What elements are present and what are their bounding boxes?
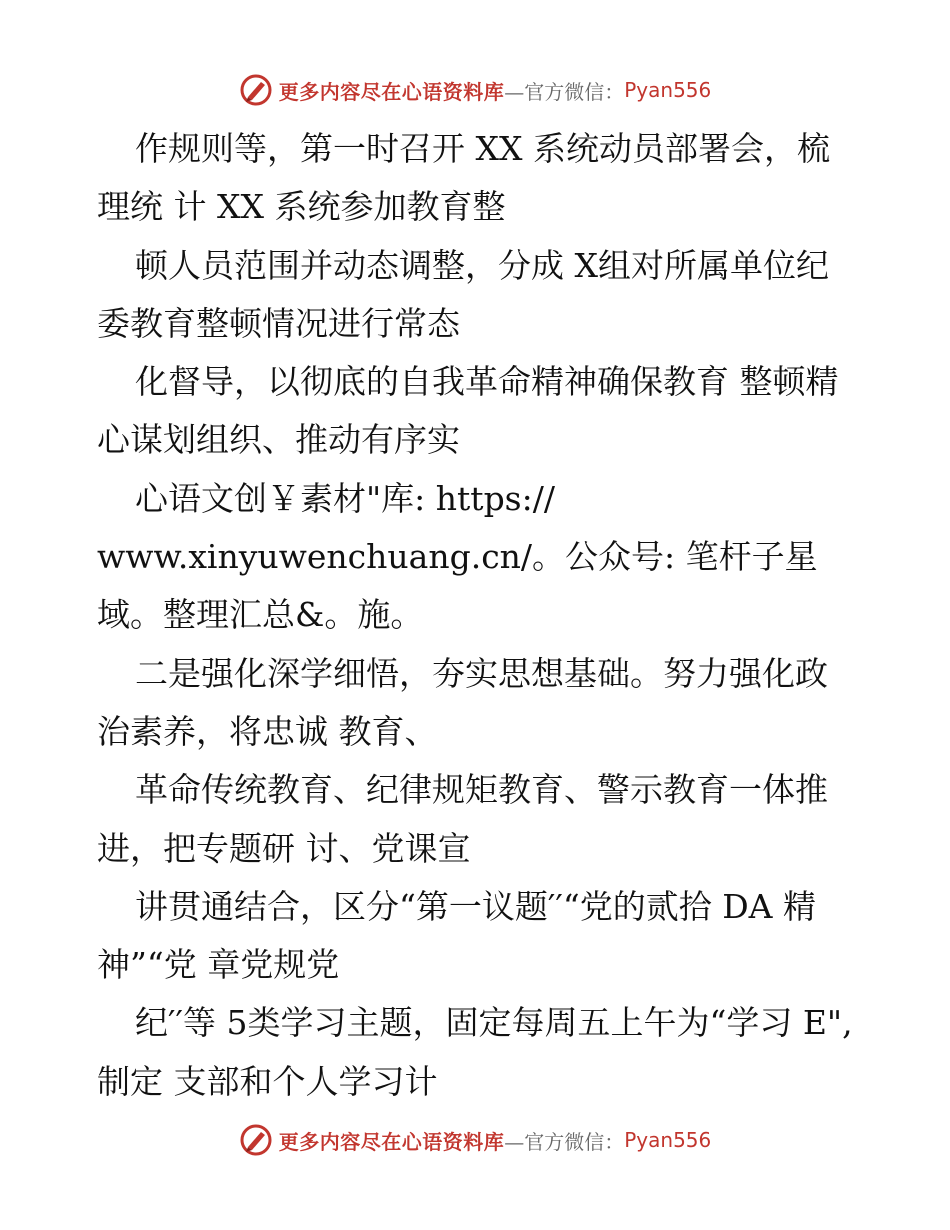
banner-wechat-id: Pyan556: [624, 78, 712, 102]
banner-wechat-id: Pyan556: [624, 1128, 712, 1152]
banner-brand: 更多内容尽在心语资料库: [278, 79, 505, 104]
paragraph: 作规则等，第一时召开 XX 系统动员部署会，梳理统 计 XX 系统参加教育整: [97, 129, 830, 227]
paragraph: 纪′′等 5类学习主题，固定每周五上午为“学习 E",制定 支部和个人学习计: [97, 1003, 853, 1101]
paragraph: 二是强化深学细悟，夯实思想基础。努力强化政治素养，将忠诚 教育、: [97, 653, 828, 751]
document-body: [97, 120, 857, 1111]
paragraph: 讲贯通结合，区分“第一议题′′“党的贰拾 DA 精神”“党 章党规党: [97, 886, 816, 985]
header-banner: [0, 68, 950, 112]
banner-separator: —官方微信：: [504, 79, 625, 104]
paragraph: 顿人员范围并动态调整，分成 X组对所属单位纪委教育整顿情况进行常态: [97, 245, 829, 343]
banner-brand: 更多内容尽在心语资料库: [278, 1129, 505, 1154]
footer-banner: [0, 1118, 950, 1162]
paragraph: 革命传统教育、纪律规矩教育、警示教育一体推进，把专题研 讨、党课宣: [97, 770, 828, 868]
paragraph: 化督导，以彻底的自我革命精神确保教育 整顿精心谋划组织、推动有序实: [97, 362, 839, 460]
paragraph: 心语文创￥素材"库: https:// www.xinyuwenchuang.cn/。公众号: 笔杆子星域。整理汇总&。施。: [97, 478, 818, 635]
pen-logo-icon: [239, 73, 273, 107]
banner-separator: —官方微信：: [504, 1129, 625, 1154]
pen-logo-icon: [239, 1123, 273, 1157]
